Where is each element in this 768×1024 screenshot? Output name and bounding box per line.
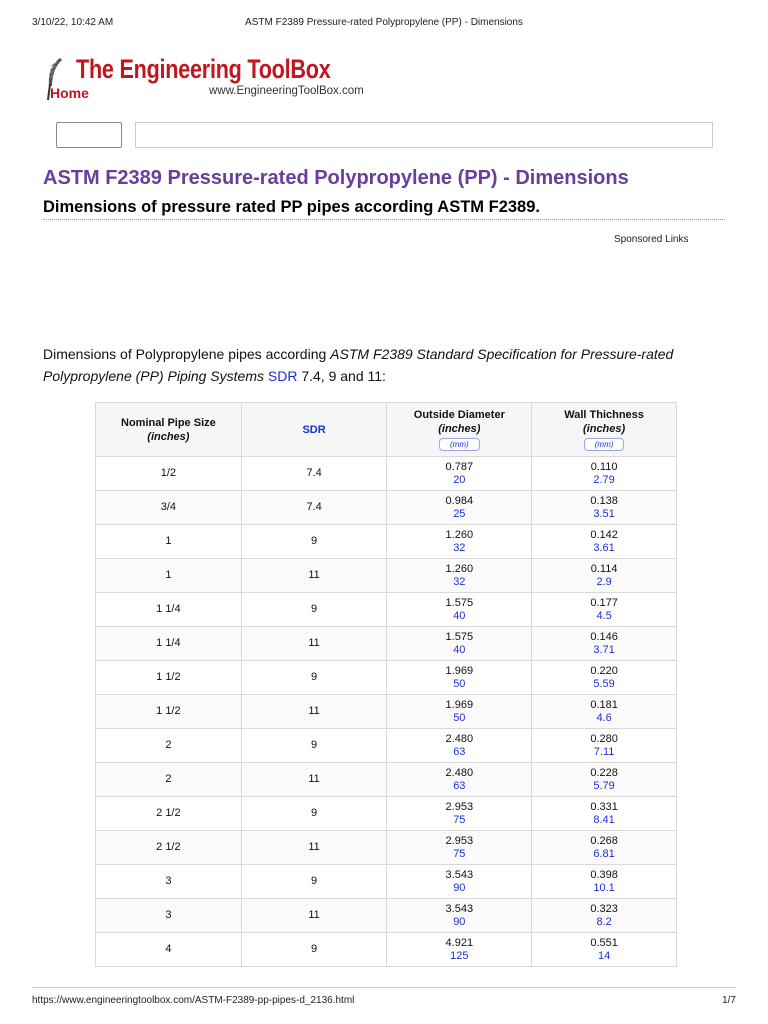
wall-inches: 0.181 [590,698,618,711]
cell-outside-diameter [387,559,532,593]
table-row [96,559,677,593]
od-inches: 1.969 [445,664,474,677]
print-timestamp: 3/10/22, 10:42 AM [32,17,114,28]
intro-text-end: 7.4, 9 and 11: [297,368,386,384]
od-inches: 1.260 [445,562,474,575]
header-outside-diameter [387,403,532,457]
page-subtitle: Dimensions of pressure rated PP pipes according ASTM F2389. [43,198,540,216]
cell-outside-diameter [387,627,532,661]
table-row [96,593,677,627]
cell-nominal-size: 3/4 [96,491,242,525]
cell-outside-diameter [387,729,532,763]
cell-wall-thickness [532,525,677,559]
cell-sdr: 9 [241,661,387,695]
home-link[interactable]: Home [50,85,89,101]
od-mm: 50 [453,711,466,724]
sponsored-links-label: Sponsored Links [614,234,689,245]
od-inches: 1.575 [445,630,474,643]
cell-wall-thickness [532,763,677,797]
wall-mm: 2.9 [596,575,612,588]
od-inches: 3.543 [445,902,474,915]
od-mm: 90 [453,881,466,894]
cell-outside-diameter [387,831,532,865]
wall-inches: 0.142 [590,528,618,541]
cell-outside-diameter [387,525,532,559]
header-nominal-unit: (inches) [147,430,190,443]
od-mm: 75 [453,813,466,826]
wall-inches: 0.146 [590,630,618,643]
wall-inches: 0.398 [590,868,618,881]
cell-sdr: 9 [241,797,387,831]
table-row [96,729,677,763]
wall-inches: 0.177 [590,596,618,609]
cell-sdr: 7.4 [241,491,387,525]
cell-sdr: 11 [241,559,387,593]
cell-nominal-size: 4 [96,933,242,967]
od-mm: 50 [453,677,466,690]
table-row [96,491,677,525]
header-od-label: Outside Diameter [413,409,505,421]
wall-inches: 0.228 [590,766,618,779]
cell-outside-diameter [387,865,532,899]
table-row [96,695,677,729]
cell-outside-diameter [387,695,532,729]
cell-sdr: 9 [241,865,387,899]
cell-sdr: 9 [241,729,387,763]
cell-nominal-size: 1 1/4 [96,593,242,627]
header-nominal-label: Nominal Pipe Size [121,416,216,429]
print-page-title: ASTM F2389 Pressure-rated Polypropylene (PP) - Dimensions [245,17,523,28]
cell-sdr: 11 [241,831,387,865]
table-row [96,797,677,831]
wall-inches: 0.551 [590,936,618,949]
print-page-number: 1/7 [722,995,736,1006]
search-button-box[interactable] [56,122,122,148]
intro-text: Dimensions of Polypropylene pipes according [43,346,331,362]
header-wall-thickness [532,403,677,457]
wall-inches: 0.220 [590,664,618,677]
cell-wall-thickness [532,729,677,763]
wall-mm: 2.79 [593,473,615,486]
cell-sdr: 11 [241,627,387,661]
od-mm-toggle[interactable]: (mm) [439,438,480,451]
cell-wall-thickness [532,559,677,593]
wall-inches: 0.331 [590,800,618,813]
wall-mm: 5.79 [593,779,615,792]
cell-wall-thickness [532,865,677,899]
header-sdr[interactable]: SDR [241,403,387,457]
wall-mm: 14 [597,949,611,962]
wall-mm: 7.11 [593,745,615,758]
od-mm: 20 [453,473,466,486]
od-inches: 2.953 [445,834,474,847]
cell-wall-thickness [532,899,677,933]
wall-mm: 3.71 [593,643,615,656]
logo-title: The Engineering ToolBox [76,54,331,84]
dimensions-table [95,402,677,967]
wall-inches: 0.110 [590,460,618,473]
od-mm: 90 [453,915,466,928]
header-nominal-size [96,403,242,457]
table-row [96,661,677,695]
cell-outside-diameter [387,797,532,831]
wall-inches: 0.138 [590,494,618,507]
wall-mm: 4.6 [596,711,612,724]
search-input[interactable] [135,122,713,148]
table-row [96,627,677,661]
wall-mm: 6.81 [593,847,615,860]
od-inches: 4.921 [445,936,474,949]
cell-outside-diameter [387,593,532,627]
od-mm: 40 [453,609,466,622]
sdr-link[interactable]: SDR [267,368,298,384]
cell-nominal-size: 2 [96,729,242,763]
intro-paragraph [43,343,733,387]
page-title: ASTM F2389 Pressure-rated Polypropylene (PP) - Dimensions [43,167,629,189]
intro-standard-name: ASTM F2389 Standard Specification for Pressure-rated Polypropylene (PP) Piping Systems [43,346,674,384]
cell-wall-thickness [532,695,677,729]
cell-nominal-size: 1/2 [96,457,242,491]
cell-outside-diameter [387,899,532,933]
wall-mm: 3.61 [593,541,615,554]
cell-wall-thickness [532,593,677,627]
cell-sdr: 11 [241,763,387,797]
header-wall-label: Wall Thichness [564,409,644,421]
title-divider [43,219,725,220]
cell-nominal-size: 1 1/2 [96,661,242,695]
cell-nominal-size: 2 [96,763,242,797]
od-mm: 75 [453,847,466,860]
wall-mm: 8.41 [593,813,615,826]
cell-nominal-size: 1 1/4 [96,627,242,661]
cell-outside-diameter [387,661,532,695]
logo-url: www.EngineeringToolBox.com [209,85,364,97]
table-body [96,457,677,967]
od-mm: 25 [453,507,466,520]
cell-outside-diameter [387,491,532,525]
table-row [96,763,677,797]
od-inches: 2.480 [445,766,474,779]
cell-sdr: 9 [241,525,387,559]
wall-mm: 4.5 [596,609,612,622]
table-row [96,457,677,491]
cell-wall-thickness [532,627,677,661]
cell-sdr: 11 [241,899,387,933]
cell-outside-diameter [387,933,532,967]
cell-nominal-size: 2 1/2 [96,797,242,831]
od-inches: 1.969 [445,698,474,711]
od-inches: 1.260 [445,528,474,541]
print-footer-url: https://www.engineeringtoolbox.com/ASTM-F2389-pp-pipes-d_2136.html [32,995,355,1006]
table-row [96,865,677,899]
wall-inches: 0.268 [590,834,618,847]
cell-sdr: 7.4 [241,457,387,491]
cell-nominal-size: 3 [96,899,242,933]
cell-sdr: 9 [241,593,387,627]
cell-wall-thickness [532,491,677,525]
footer-divider [32,987,736,988]
od-mm: 63 [453,745,466,758]
cell-nominal-size: 1 1/2 [96,695,242,729]
cell-nominal-size: 2 1/2 [96,831,242,865]
header-od-unit: (inches) [438,423,481,435]
wall-inches: 0.280 [590,732,618,745]
od-mm: 125 [450,949,469,962]
site-logo[interactable] [40,52,370,108]
od-inches: 0.787 [445,460,474,473]
od-mm: 63 [453,779,466,792]
od-mm: 32 [453,575,466,588]
table-row [96,831,677,865]
od-inches: 3.543 [445,868,474,881]
table-row [96,933,677,967]
header-wall-unit: (inches) [583,423,626,435]
od-inches: 0.984 [445,494,474,507]
cell-nominal-size: 3 [96,865,242,899]
wall-mm-toggle[interactable]: (mm) [584,438,625,451]
od-mm: 40 [453,643,466,656]
cell-sdr: 9 [241,933,387,967]
od-mm: 32 [453,541,466,554]
wall-inches: 0.114 [590,562,618,575]
table-row [96,899,677,933]
cell-outside-diameter [387,763,532,797]
cell-nominal-size: 1 [96,559,242,593]
wall-mm: 8.2 [596,915,612,928]
wall-inches: 0.323 [590,902,618,915]
od-inches: 2.953 [445,800,474,813]
wall-mm: 10.1 [593,881,615,894]
print-footer [0,995,768,1009]
od-inches: 1.575 [445,596,474,609]
wall-mm: 5.59 [593,677,615,690]
cell-sdr: 11 [241,695,387,729]
cell-wall-thickness [532,933,677,967]
table-header-row [96,403,677,457]
cell-wall-thickness [532,831,677,865]
cell-wall-thickness [532,797,677,831]
wall-mm: 3.51 [593,507,615,520]
od-inches: 2.480 [445,732,474,745]
print-header [0,17,768,31]
cell-nominal-size: 1 [96,525,242,559]
cell-outside-diameter [387,457,532,491]
table-row [96,525,677,559]
cell-wall-thickness [532,457,677,491]
cell-wall-thickness [532,661,677,695]
